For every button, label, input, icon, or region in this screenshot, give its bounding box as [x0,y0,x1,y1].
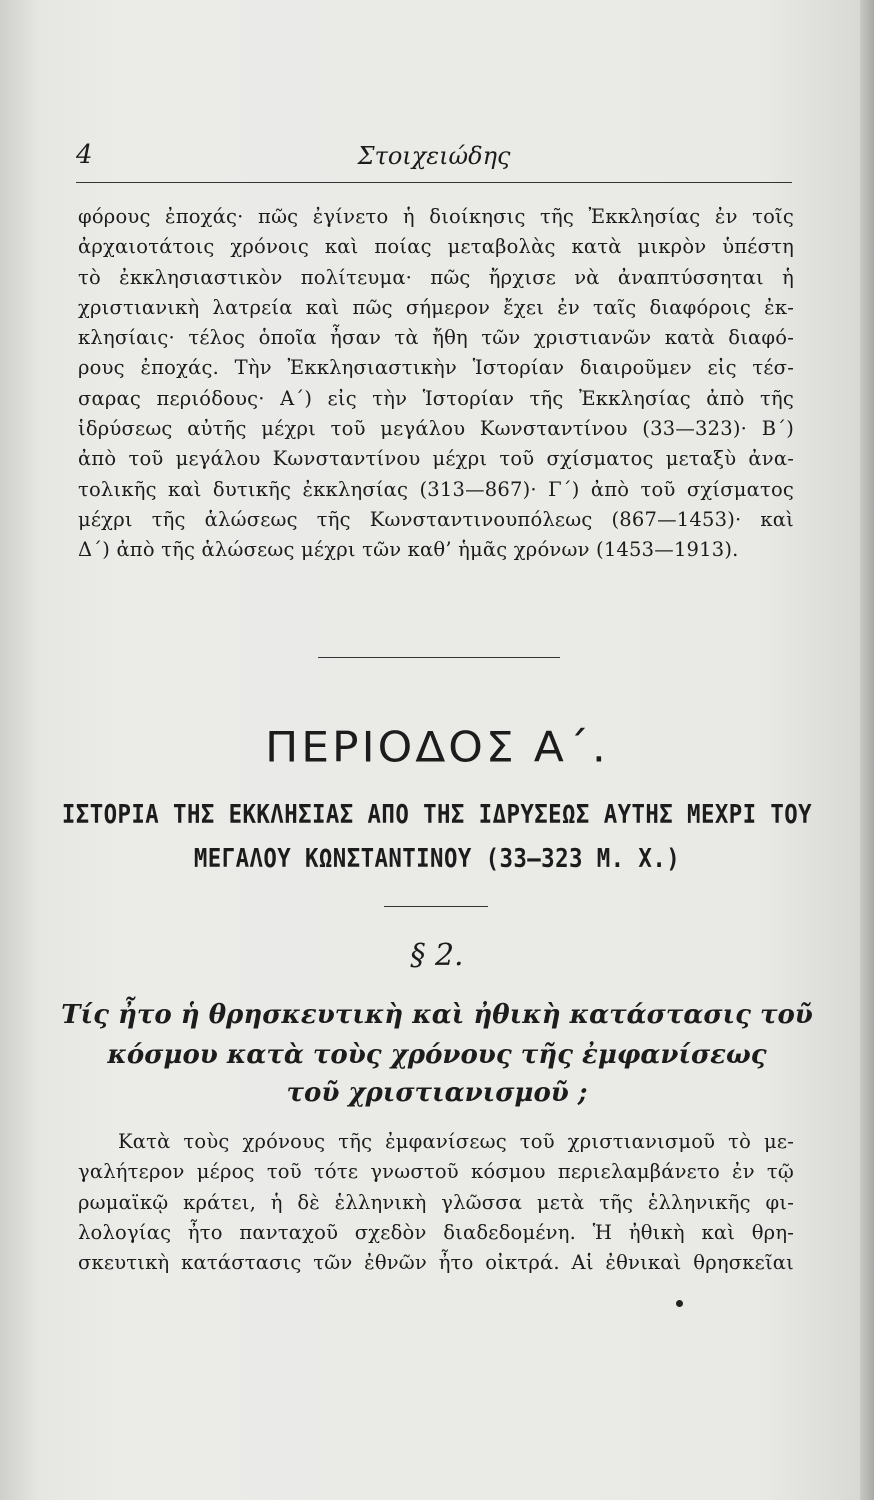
text-line: γαλήτερον μέρος τοῦ τότε γνωστοῦ κόσμου περιελαμβάνετο ἐν τῷ [78,1160,794,1184]
section-number: § 2. [410,938,464,973]
text-line: σκευτικὴ κατάστασις τῶν ἐθνῶν ἦτο οἰκτρά. Αἱ ἐθνικαὶ θρησκεῖαι [78,1251,794,1275]
short-divider [384,906,488,907]
text-line: σαρας περιόδους· Α΄) εἰς τὴν Ἱστορίαν τῆς Ἐκκλησίας ἀπὸ τῆς [78,386,794,410]
text-line: ρους ἐποχάς. Τὴν Ἐκκλησιαστικὴν Ἱστορίαν διαιροῦμεν εἰς τέσ- [78,356,794,380]
text-line: λολογίας ἦτο πανταχοῦ σχεδὸν διαδεδομένη. Ἡ ἠθικὴ καὶ θρη- [78,1220,794,1244]
text-line: χριστιανικὴ λατρεία καὶ πῶς σήμερον ἔχει ἐν ταῖς διαφόροις ἐκ- [78,295,794,319]
intro-paragraph [78,202,794,566]
ink-speck [676,1300,683,1307]
page-header [76,140,792,176]
section-divider [318,657,560,658]
text-line: Δ΄) ἀπὸ τῆς ἁλώσεως μέχρι τῶν καθ’ ἡμᾶς χρόνων (1453—1913). [78,538,739,562]
running-head: Στοιχειώδης [357,142,511,170]
text-line: τολικῆς καὶ δυτικῆς ἐκκλησίας (313—867)· Γ΄) ἀπὸ τοῦ σχίσματος [78,477,794,501]
header-rule [76,182,792,183]
text-line: τὸ ἐκκλησιαστικὸν πολίτευμα· πῶς ἤρχισε νὰ ἀναπτύσσηται ἡ [78,265,794,289]
section-question-line-1: Τίς ἦτο ἡ θρησκευτικὴ καὶ ἠθικὴ κατάστασις τοῦ [61,1000,813,1030]
text-line: μέχρι τῆς ἁλώσεως τῆς Κωνσταντινουπόλεως (867—1453)· καὶ [78,507,794,531]
text-line: ἀπὸ τοῦ μεγάλου Κωνσταντίνου μέχρι τοῦ σχίσματος μεταξὺ ἀνα- [78,447,794,471]
text-line: κλησίαις· τέλος ὁποῖα ἦσαν τὰ ἤθη τῶν χριστιανῶν κατὰ διαφό- [78,326,794,350]
body-paragraph [78,1127,794,1278]
section-question-line-2: κόσμου κατὰ τοὺς χρόνους τῆς ἐμφανίσεως [107,1040,767,1070]
text-line: ἀρχαιοτάτοις χρόνοις καὶ ποίας μεταβολὰς κατὰ μικρὸν ὑπέστη [78,235,794,259]
text-line: ἱδρύσεως αὐτῆς μέχρι τοῦ μεγάλου Κωνσταντίνου (33—323)· Β΄) [78,417,794,441]
text-line: φόρους ἐποχάς· πῶς ἐγίνετο ἡ διοίκησις τῆς Ἐκκλησίας ἐν τοῖς [78,205,794,228]
page-number: 4 [76,140,93,170]
text-line: Κατὰ τοὺς χρόνους τῆς ἐμφανίσεως τοῦ χριστιανισμοῦ τὸ με- [118,1130,794,1153]
period-subtitle-line-2: ΜΕΓΑΛΟΥ ΚΩΝΣΤΑΝΤΙΝΟΥ (33—323 Μ. Χ.) [193,844,681,874]
period-subtitle-line-1: ΙΣΤΟΡΙΑ ΤΗΣ ΕΚΚΛΗΣΙΑΣ ΑΠΟ ΤΗΣ ΙΔΡΥΣΕΩΣ ΑΥΤΗΣ ΜΕΧΡΙ ΤΟΥ [61,800,813,830]
period-heading: ΠΕΡΙΟΔΟΣ Α΄. [265,723,609,772]
text-line: ρωμαϊκῷ κράτει, ἡ δὲ ἑλληνικὴ γλῶσσα μετὰ τῆς ἑλληνικῆς φι- [78,1190,794,1214]
section-question-line-3: τοῦ χριστιανισμοῦ ; [286,1078,588,1108]
